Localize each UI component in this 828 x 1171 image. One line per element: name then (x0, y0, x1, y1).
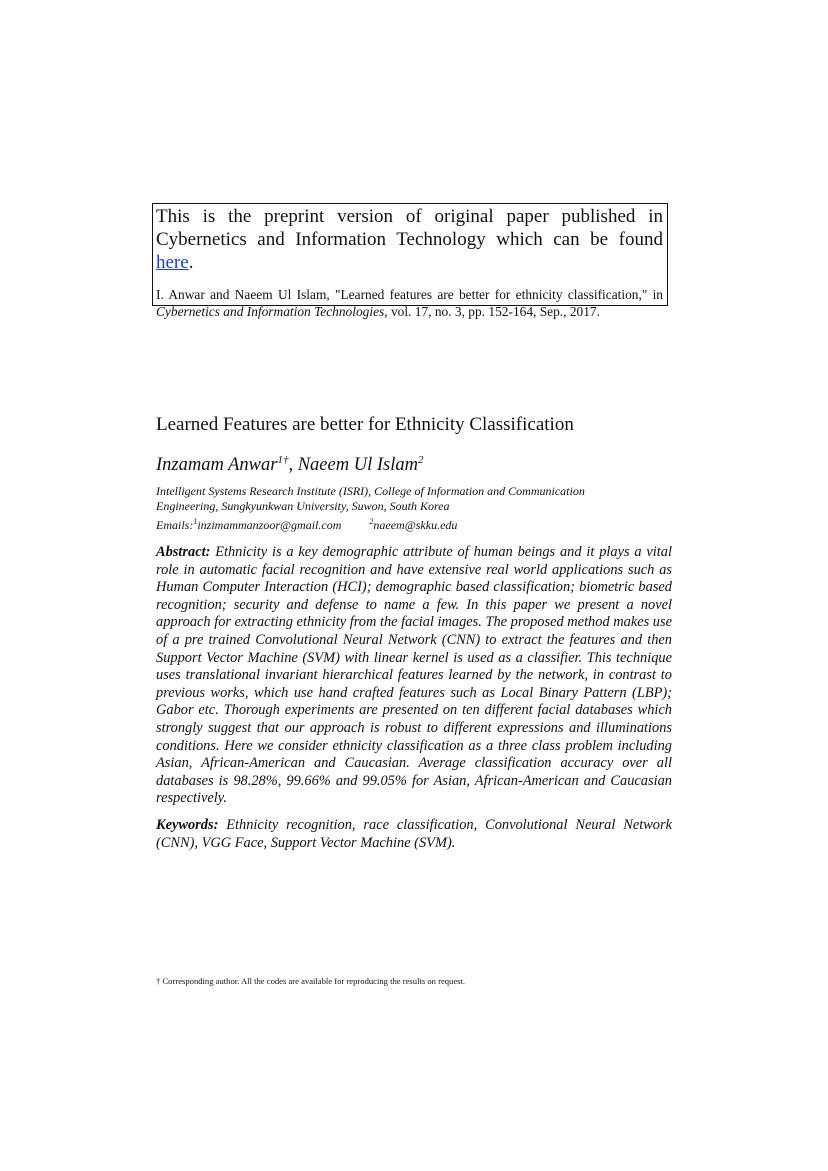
affiliation-line-1: Intelligent Systems Research Institute (ISRI), College of Information and Communication (156, 484, 585, 498)
keywords (156, 817, 672, 852)
email-1-superscript: 1 (193, 517, 198, 526)
authors (156, 454, 423, 476)
keywords-text: Ethnicity recognition, race classification, Convolutional Neural Network (CNN), VGG Face, Support Vector Machine (SVM). (156, 817, 672, 851)
email-2[interactable]: naeem@skku.edu (373, 518, 458, 532)
here-link[interactable]: here (156, 252, 189, 273)
citation (156, 286, 663, 320)
author-1-superscript: 1† (277, 454, 289, 466)
citation-suffix: vol. 17, no. 3, pp. 152-164, Sep., 2017. (387, 304, 600, 319)
preprint-notice-sentence: This is the preprint version of original paper published in Cybernetics and Information Technology which can be found (156, 206, 663, 250)
email-1[interactable]: inzimammanzoor@gmail.com (197, 518, 342, 532)
affiliation (156, 484, 676, 533)
footnote: † Corresponding author. All the codes are available for reproducing the results on request. (156, 976, 466, 986)
keywords-label: Keywords: (156, 817, 219, 833)
paper-title: Learned Features are better for Ethnicity Classification (156, 414, 574, 435)
preprint-notice-period: . (188, 252, 194, 273)
affiliation-line-2: Engineering, Sungkyunkwan University, Suwon, South Korea (156, 499, 450, 513)
email-2-wrap (369, 518, 457, 532)
abstract-label: Abstract: (156, 544, 211, 560)
author-2-name: Naeem Ul Islam (297, 455, 418, 476)
citation-journal: Cybernetics and Information Technologies, (156, 304, 388, 319)
author-1-name: Inzamam Anwar (156, 455, 278, 476)
citation-prefix: I. Anwar and Naeem Ul Islam, "Learned features are better for ethnicity classification," in (156, 287, 663, 302)
preprint-notice-text (156, 205, 663, 274)
email-2-superscript: 2 (369, 517, 374, 526)
author-separator: , (288, 455, 298, 476)
abstract-text: Ethnicity is a key demographic attribute of human beings and it plays a vital role in automatic facial recognition and have extensive real world applications such as Human Computer Interaction (HCI); demographic based classification; biometric based recognition; security and defense to name a few. In this paper we present a novel approach for extracting ethnicity from the facial images. The proposed method makes use of a pre trained Convolutional Neural Network (CNN) to extract the features and then Support Vector Machine (SVM) with linear kernel is used as a classifier. This technique uses translational invariant hierarchical features learned by the network, in contrast to previous works, which use hand crafted features such as Local Binary Pattern (LBP); Gabor etc. Thorough experiments are presented on ten different facial databases which strongly suggest that our approach is robust to different expressions and illuminations conditions. Here we consider ethnicity classification as a three class problem including Asian, African-American and Caucasian. Average classification accuracy over all databases is 98.28%, 99.66% and 99.05% for Asian, African-American and Caucasian respectively. (156, 544, 672, 807)
author-2-superscript: 2 (417, 454, 424, 466)
preprint-notice-box (152, 203, 668, 319)
abstract (156, 544, 672, 808)
emails-line (156, 514, 676, 533)
emails-label: Emails: (156, 518, 194, 532)
